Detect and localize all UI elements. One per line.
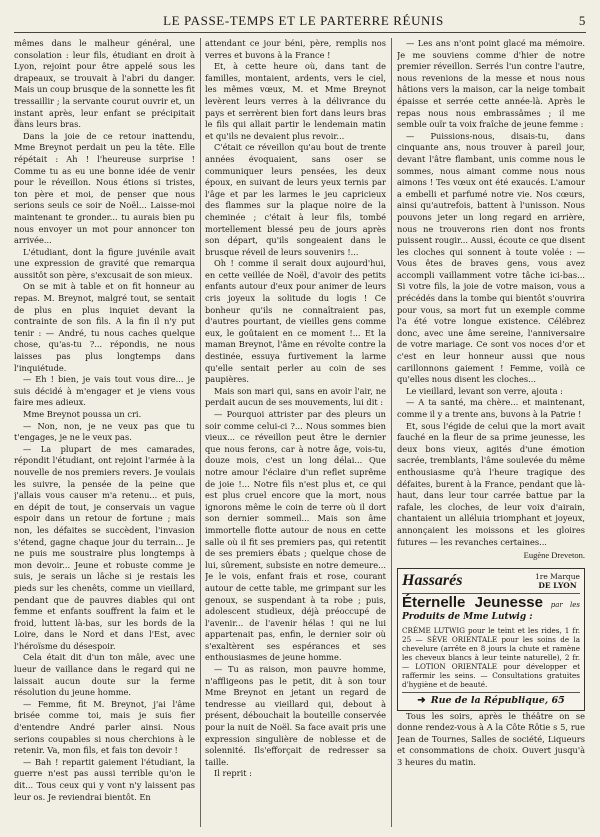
header-rule: [14, 32, 586, 33]
paragraph: Dans la joie de ce retour inattendu, Mme Breynot perdait un peu la tête. Elle répétait : Ah ! l'heureuse surprise ! Comme tu as eu une bonne idée de venir pour le réveillon. Nous étions si tristes, ton père et moi, de penser que nous serions seuls ce soir de Noël... Laisse-moi maintenant te gronder... tu aurais bien pu nous envoyer un mot pour annoncer ton arrivée...: [14, 130, 195, 246]
arrow-right-icon: ➜: [417, 694, 426, 706]
paragraph: Il reprit :: [214, 768, 252, 779]
ad-mark: [535, 572, 580, 590]
ad-address-row: [402, 692, 580, 707]
paragraph: — Non, non, je ne veux pas que tu t'engages, je ne le veux pas.: [14, 420, 195, 443]
paragraph: — Pourquoi attrister par des pleurs un soir comme celui-ci ?... Nous sommes bien vieux... ce réveillon peut être le dernier que nous ferons, car à notre âge, vois-tu, douze mois, c'est un long délai... Que notre amour l'éclaire d'un reflet suprême de joie !... Notre fils n'est plus et, ce qui est plus cruel encore que la mort, nous ignorons même le coin de terre où il dort son dernier sommeil... Mais son âme immortelle flotte autour de nous en cette salle où il fit ses premiers pas, qui retentit de ses premiers ébats ; quelque chose de lui, sûrement, subsiste en notre demeure... Je le vois, enfant frais et rose, courant autour de cette table, me grimpant sur les genoux, se suspendant à ta robe ; puis, adolescent studieux, déjà préoccupé de l'avenir... de l'avenir hélas ! qui ne lui appartenait pas, enfin, le dernier soir où s'exaltèrent ses espérances et ses enthousiasmes de jeune homme.: [205, 409, 386, 663]
advertisement: [397, 568, 585, 711]
column-divider: [391, 38, 392, 827]
paragraph: L'étudiant, dont la figure juvénile avait une expression de gravité que remarqua aussitôt son père, s'excusait de son mieux.: [14, 246, 195, 280]
ad-par-les: par les: [550, 600, 581, 609]
ad-headline-row: [402, 594, 580, 624]
paragraph: — Eh ! bien, je vais tout vous dire... je suis décidé à m'engager et je viens vous faire mes adieux.: [14, 374, 195, 408]
closing-notice: Tous les soirs, après le théâtre on se donne rendez-vous à A la Côte Rôtie s 5, rue Jean de Tournes, Salles de société, Liqueurs et consommations de choix. Ouvert jusqu'à 3 heures du matin.: [397, 710, 585, 767]
paragraph: Et, à cette heure où, dans tant de familles, montaient, ardents, vers le ciel, les mêmes vœux, M. et Mme Breynot levèrent leurs verres à la délivrance du pays et serrèrent bien fort dans leurs bras le fils qui allait partir le lendemain matin et qu'ils ne devaient plus revoir...: [205, 61, 386, 141]
paragraph: attendant ce jour béni, père, remplis nos verres et buvons à la France !: [205, 38, 386, 60]
paragraph: mêmes dans le malheur général, une consolation : leur fils, étudiant en droit à Lyon, rejoint pour être appelé sous les drapeaux, se trouvait à l'abri du danger. Mais un coup brusque de la sonnette les fit tressaillir ; la servante courut ouvrir et, un instant après, leur enfant se précipitait dans leurs bras.: [14, 38, 195, 130]
page-number: 5: [578, 13, 586, 28]
column-3: [397, 38, 585, 827]
paragraph: Mme Breynot poussa un cri.: [23, 409, 142, 419]
column-1: [14, 38, 195, 827]
paragraph: — La plupart de mes camarades, répondit l'étudiant, ont rejoint l'armée à la nouvelle de nos premiers revers. Je voulais les suivre, la pensée de la peine que j'allais vous causer m'a retenu... et puis, en dépit de tout, je conservais un vague espoir dans un retour de fortune ; mais non, les défaites se succèdent, l'invasion s'étend, gagne chaque jour du terrain... Je ne puis me soustraire plus longtemps à mon devoir... Jeune et robuste comme je suis, je serais un lâche si je restais les pieds sur les chenêts, comme un vieillard, pendant que de pauvres diables qui ont femme et enfants souffrent la faim et le froid, luttent là-bas, sur les bords de la Loire, dans le Nord et dans l'Est, avec l'héroïsme du désespoir.: [14, 443, 195, 651]
paragraph: Cela était dit d'un ton mâle, avec une lueur de vaillance dans le regard qui ne laissait aucun doute sur la ferme résolution du jeune homme.: [14, 652, 195, 698]
paragraph: Et, sous l'égide de celui que la mort avait fauché en la fleur de sa prime jeunesse, les deux bons vieux, agités d'une émotion sacrée, tremblants, l'âme soulevée du même enthousiasme qu'à l'heure tragique des défaites, burent à la France, pendant que là-haut, dans leur tour carrée battue par la rafale, les cloches, de leur voix d'airain, chantaient un alléluia triomphant et joyeux, annonçaient les moissons et les gloires futures — les revanches certaines...: [397, 420, 585, 547]
paragraph: Oh ! comme il serait doux aujourd'hui, en cette veillée de Noël, d'avoir des petits enfants autour d'eux pour animer de leurs cris joyeux la solitude du logis ! Ce bonheur qu'ils ne connaîtraient pas, d'autres pourtant, de vieilles gens comme eux, le goûtaient en ce moment !... Et la maman Breynot, l'âme en révolte contre la destinée, essuya furtivement la larme qu'elle sentait perler au coin de ses paupières.: [205, 258, 386, 385]
paragraph: — A ta santé, ma chère... et maintenant, comme il y a trente ans, buvons à la Patrie !: [397, 397, 585, 419]
paragraph: On se mit à table et on fit honneur au repas. M. Breynot, malgré tout, se sentait de plus en plus inquiet devant la contrainte de son fils. A la fin il n'y put tenir : — André, tu nous caches quelque chose, qu'as-tu ?... répondis, ne nous laisses pas plus longtemps dans l'inquiétude.: [14, 281, 195, 373]
ad-mark-line1: 1re Marque: [535, 571, 580, 581]
author-signature: Eugène Dreveton.: [523, 550, 585, 561]
paragraph: — Bah ! repartit gaiement l'étudiant, la guerre n'est pas aussi terrible qu'on le dit... Tous ceux qui y vont n'y laissent pas leur os. Je reviendrai bientôt. En: [14, 756, 195, 802]
paragraph: Le vieillard, levant son verre, ajouta :: [406, 385, 563, 396]
ad-headline: Éternelle Jeunesse: [402, 593, 543, 611]
column-2: [205, 38, 386, 827]
ad-banner: [402, 572, 580, 594]
paragraph: Mais son mari qui, sans en avoir l'air, ne perdait aucun de ses mouvements, lui dit :: [205, 385, 386, 408]
page-header: [14, 10, 586, 32]
paragraph: C'était ce réveillon qu'au bout de trente années évoquaient, sans oser se communiquer leurs pensées, les deux époux, en suivant de leurs yeux ternis par l'âge et par les larmes le jeu capricieux des flammes sur la plaque noire de la cheminée ; c'était à leur fils, tombé mortellement blessé peu de jours après son départ, qu'ils songeaient dans le brusque réveil de leurs souvenirs !...: [205, 142, 386, 257]
paragraph: — Les ans n'ont point glacé ma mémoire. Je me souviens comme d'hier de notre premier réveillon. Serrés l'un contre l'autre, nous revenions de la messe et nous nous hâtions vers la maison, car la neige tombait épaisse et serrée cette année-là. Après le repas nous nous embrassâmes ; il me semble ouïr ta voix fraîche de jeune femme :: [397, 38, 585, 130]
column-divider: [200, 38, 201, 827]
ad-body: CRÈME LUTWIG pour le teint et les rides, 1 fr. 25 — SÈVE ORIENTALE pour les soins de la chevelure (arrête en 8 jours la chute et ramène les cheveux blancs à leur teinte naturelle), 2 fr. — LOTION ORIENTALE pour développer et raffermir les seins. — Consultations gratuites d'hygiène et de beauté.: [402, 625, 580, 689]
ad-address: Rue de la République, 65: [430, 694, 565, 706]
ad-brand: Hassarés: [402, 571, 463, 589]
ad-mark-line2: DE LYON: [538, 580, 577, 590]
paragraph: — Tu as raison, mon pauvre homme, n'affligeons pas le petit, dit à son tour Mme Breynot en jetant un regard de tendresse au vieillard qui, debout à présent, débouchait la bouteille conservée pour la nuit de Noël. Sa face avait pris une expression singulière de noblesse et de solennité. Ils'efforçait de redresser sa taille.: [205, 664, 386, 767]
ad-produits: Produits de Mme Lutwig :: [402, 612, 533, 623]
journal-title: LE PASSE-TEMPS ET LE PARTERRE RÉUNIS: [163, 13, 444, 28]
paragraph: — Femme, fit M. Breynot, j'ai l'âme brisée comme toi, mais je suis fier d'entendre André parler ainsi. Nous serions coupables si nous cherchions à le retenir. Va, mon fils, et fais ton devoir !: [14, 698, 195, 756]
paragraph: — Puissions-nous, disais-tu, dans cinquante ans, nous trouver à pareil jour, devant l'âtre flambant, unis comme nous le sommes, nous aimant comme nous nous aimons ! Tes vœux ont été exaucés. L'amour a embelli et parfumé notre vie. Nos cœurs, ainsi qu'autrefois, battent à l'unisson. Nous pouvons jeter un long regard en arrière, nous ne trouverons rien dont nos fronts puissent rougir... Aussi, écoute ce que disent les cloches qui sonnent à toute volée : — Vous êtes de braves gens, vous avez accompli vaillamment votre tâche ici-bas... Si votre fils, la joie de votre maison, vous a précédés dans la tombe qui bientôt s'ouvrira pour vous, sa mort fut un exemple comme l'a été votre longue existence. Célébrez donc, avec une âme sereine, l'anniversaire de votre mariage. Ce sont vos noces d'or et c'est en leur honneur aussi que nous carillonnons gaiement ! Femme, voilà ce qu'elles nous disent les cloches...: [397, 130, 585, 385]
